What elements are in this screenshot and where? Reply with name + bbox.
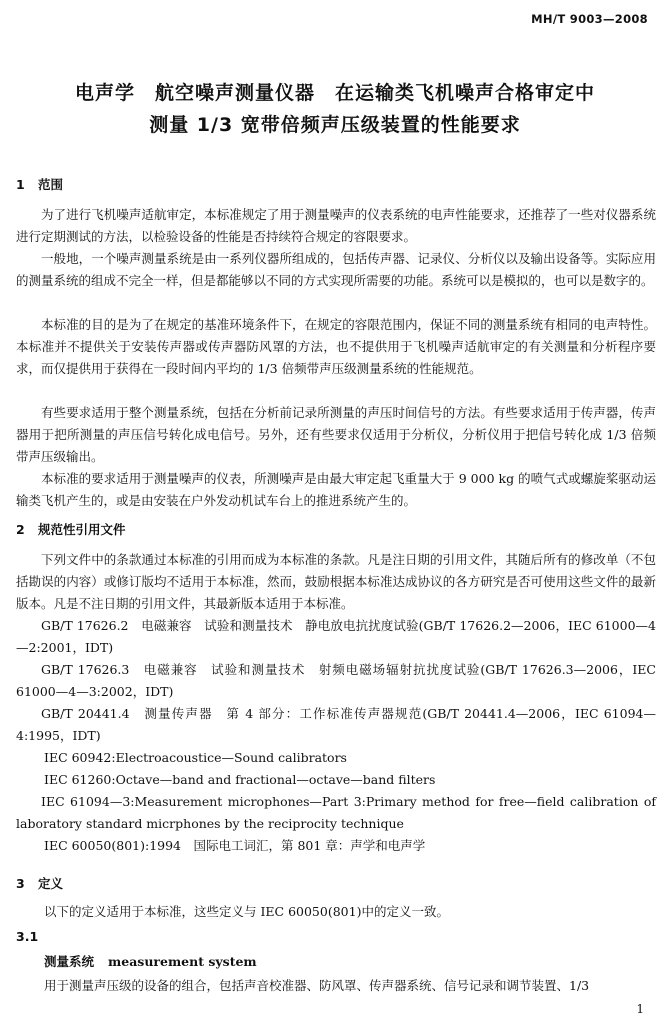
paragraph: 以下的定义适用于本标准，这些定义与 IEC 60050(801)中的定义一致。 (44, 904, 449, 919)
section-title: 规范性引用文件 (38, 522, 126, 537)
reference-item: GB/T 17626.2 电磁兼容 试验和测量技术 静电放电抗扰度试验(GB/T 17626.2—2006，IEC 61000—4—2:2001，IDT) (16, 618, 656, 655)
section-number: 1 (16, 177, 25, 192)
title-line-1: 电声学 航空噪声测量仪器 在运输类飞机噪声合格审定中 (74, 82, 595, 104)
term-definition: 用于测量声压级的设备的组合，包括声音校准器、防风罩、传声器系统、信号记录和调节装置、1/3 (44, 978, 590, 993)
term-heading (44, 952, 257, 970)
paragraph: 本标准的目的是为了在规定的基准环境条件下，在规定的容限范围内，保证不同的测量系统有相同的电声特性。本标准并不提供关于安装传声器或传声器防风罩的方法，也不提供用于飞机噪声适航审定的有关测量和分析程序要求，而仅提供用于获得在一段时间内平均的 1/3 倍频带声压级测量系统的性能规范。 (16, 317, 656, 376)
section-title: 定义 (38, 876, 64, 891)
section-2-heading (16, 520, 126, 538)
document-number: MH/T 9003—2008 (531, 12, 648, 26)
reference-item: GB/T 17626.3 电磁兼容 试验和测量技术 射频电磁场辐射抗扰度试验(GB/T 17626.3—2006，IEC 61000—4—3:2002，IDT) (16, 662, 656, 699)
paragraph: 本标准的要求适用于测量噪声的仪表，所测噪声是由最大审定起飞重量大于 9 000 kg 的喷气式或螺旋桨驱动运输类飞机产生的，或是由安装在户外发动机试车台上的推进系统产生的。 (16, 471, 656, 508)
section-number: 2 (16, 522, 25, 537)
reference-item: IEC 61260:Octave—band and fractional—octave—band filters (44, 772, 436, 787)
section-1-heading (16, 175, 63, 193)
subsection-number: 3.1 (16, 929, 39, 944)
paragraph: 有些要求适用于整个测量系统，包括在分析前记录所测量的声压时间信号的方法。有些要求适用于传声器，传声器用于把所测量的声压信号转化成电信号。另外，还有些要求仅适用于分析仪，分析仪用于把信号转化成 1/3 倍频带声压级输出。 (16, 405, 656, 464)
section-number: 3 (16, 876, 25, 891)
reference-item: GB/T 20441.4 测量传声器 第 4 部分：工作标准传声器规范(GB/T 20441.4—2006，IEC 61094—4:1995，IDT) (16, 706, 656, 743)
paragraph: 为了进行飞机噪声适航审定，本标准规定了用于测量噪声的仪表系统的电声性能要求，还推荐了一些对仪器系统进行定期测试的方法，以检验设备的性能是否持续符合规定的容限要求。 (16, 207, 656, 244)
term-english: measurement system (108, 954, 257, 969)
reference-item: IEC 60942:Electroacoustice—Sound calibrators (44, 750, 347, 765)
section-3-heading (16, 874, 63, 892)
reference-item: IEC 60050(801):1994 国际电工词汇，第 801 章：声学和电声学 (44, 838, 426, 853)
title-line-2: 测量 1/3 宽带倍频声压级装置的性能要求 (149, 114, 521, 136)
paragraph: 一般地，一个噪声测量系统是由一系列仪器所组成的，包括传声器、记录仪、分析仪以及输出设备等。实际应用的测量系统的组成不完全一样，但是都能够以不同的方式实现所需要的功能。系统可以是模拟的，也可以是数字的。 (16, 251, 656, 288)
reference-item: IEC 61094—3:Measurement microphones—Part 3:Primary method for free—field calibration of laboratory standard micrphones by the reciprocity technique (16, 794, 656, 831)
paragraph: 下列文件中的条款通过本标准的引用而成为本标准的条款。凡是注日期的引用文件，其随后所有的修改单（不包括勘误的内容）或修订版均不适用于本标准，然而，鼓励根据本标准达成协议的各方研究是否可使用这些文件的最新版本。凡是不注日期的引用文件，其最新版本适用于本标准。 (16, 552, 656, 611)
term-chinese: 测量系统 (44, 954, 95, 969)
section-title: 范围 (38, 177, 64, 192)
page-number: 1 (636, 1002, 644, 1016)
